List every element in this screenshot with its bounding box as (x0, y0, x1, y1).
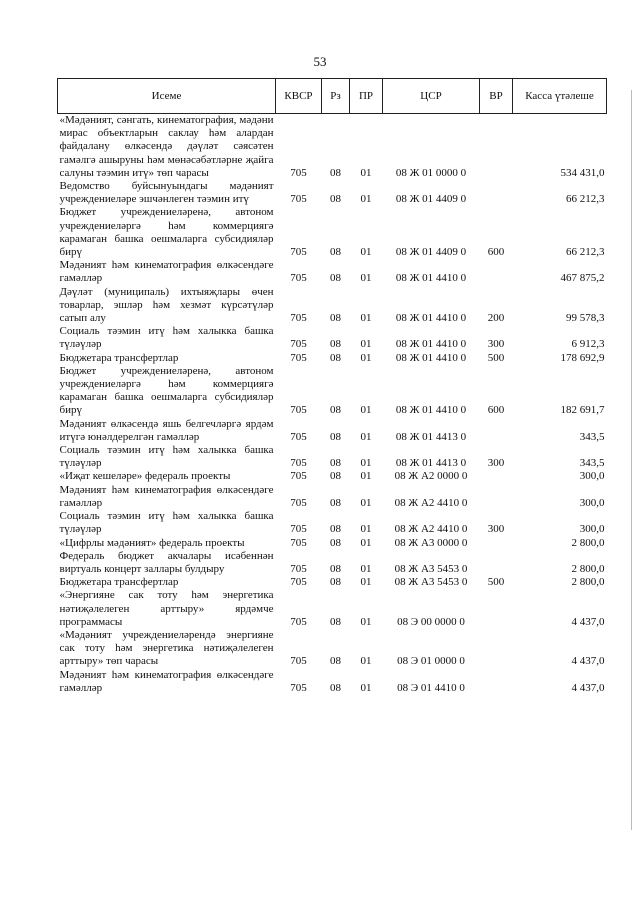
cell-rz: 08 (330, 430, 341, 443)
cell-name: Бюджет учреждениеләренә, автоном учреждениеләргә һәм коммерциягә карамаган башка оешмаларга субсидияләр бирү (59, 364, 274, 417)
cell-vr (480, 114, 513, 181)
cell-name: Мәдәният һәм кинематография өлкәсендәге гамәлләр (59, 259, 274, 285)
cell-pr: 01 (360, 430, 372, 443)
cell-name: Социаль тәэмин итү һәм халыкка башка түләүләр (59, 510, 274, 536)
cell-csr: 08 Ж 01 4410 0 (395, 338, 467, 351)
cell-amount: 343,5 (579, 457, 605, 470)
cell-amount: 300,0 (579, 496, 605, 509)
cell-amount: 66 212,3 (566, 193, 605, 206)
cell-kvsr: 705 (290, 312, 307, 325)
table-row (58, 365, 607, 418)
cell-amount: 2 800,0 (571, 562, 605, 575)
cell-csr: 08 Э 00 0000 0 (397, 615, 465, 628)
cell-csr: 08 Ж 01 4413 0 (395, 457, 467, 470)
cell-csr: 08 Ж А3 5453 0 (394, 562, 468, 575)
cell-pr: 01 (360, 681, 372, 694)
cell-kvsr: 705 (290, 615, 307, 628)
cell-rz: 08 (330, 312, 341, 325)
cell-pr: 01 (360, 404, 372, 417)
cell-pr: 01 (360, 312, 372, 325)
cell-rz: 08 (330, 523, 341, 536)
header-rz: Рз (322, 79, 350, 114)
cell-amount: 4 437,0 (571, 655, 605, 668)
table-row (58, 629, 607, 669)
cell-vr (480, 418, 513, 444)
cell-amount: 534 431,0 (560, 166, 605, 179)
cell-rz: 08 (330, 681, 341, 694)
cell-name: Социаль тәэмин итү һәм халыкка башка түләүләр (59, 325, 274, 351)
cell-vr: 300 (487, 338, 505, 351)
cell-kvsr: 705 (290, 457, 307, 470)
cell-name: Мәдәният һәм кинематография өлкәсендәге гамәлләр (59, 668, 274, 694)
cell-kvsr: 705 (290, 193, 307, 206)
cell-name: Мәдәният һәм кинематография өлкәсендәге гамәлләр (59, 483, 274, 509)
header-name: Исеме (58, 79, 276, 114)
cell-kvsr: 705 (290, 470, 307, 483)
table-row (58, 325, 607, 351)
table-row (58, 114, 607, 181)
header-cash: Касса үтәлеше (513, 79, 607, 114)
cell-kvsr: 705 (290, 536, 307, 549)
cell-csr: 08 Ж А3 0000 0 (394, 536, 468, 549)
cell-csr: 08 Э 01 0000 0 (397, 655, 465, 668)
cell-pr: 01 (360, 470, 372, 483)
cell-rz: 08 (330, 351, 341, 364)
cell-vr (480, 484, 513, 510)
table-row (58, 589, 607, 629)
cell-csr: 08 Э 01 4410 0 (397, 681, 465, 694)
table-row (58, 286, 607, 326)
cell-csr: 08 Ж 01 0000 0 (395, 166, 467, 179)
cell-vr (480, 669, 513, 695)
cell-vr (480, 470, 513, 483)
table-row (58, 352, 607, 365)
cell-pr: 01 (360, 496, 372, 509)
cell-name: Бюджет учреждениеләренә, автоном учреждениеләргә һәм коммерциягә карамаган башка оешмаларга субсидияләр бирү (59, 206, 274, 259)
cell-vr: 200 (487, 312, 505, 325)
cell-rz: 08 (330, 338, 341, 351)
cell-vr (480, 589, 513, 629)
cell-vr (480, 550, 513, 576)
table-row (58, 206, 607, 259)
cell-vr: 300 (487, 457, 505, 470)
cell-vr: 600 (487, 404, 505, 417)
cell-name: Бюджетара трансфертлар (59, 576, 179, 589)
cell-kvsr: 705 (290, 562, 307, 575)
header-csr: ЦСР (383, 79, 480, 114)
cell-name: Ведомство буйсынуындагы мәдәният учреждениеләре эшчәнлеген тәэмин итү (59, 180, 274, 206)
cell-amount: 300,0 (579, 470, 605, 483)
table-row (58, 470, 607, 483)
cell-kvsr: 705 (290, 655, 307, 668)
cell-csr: 08 Ж А2 4410 0 (394, 523, 468, 536)
table-row (58, 576, 607, 589)
cell-amount: 4 437,0 (571, 681, 605, 694)
cell-rz: 08 (330, 536, 341, 549)
cell-csr: 08 Ж А2 4410 0 (394, 496, 468, 509)
cell-csr: 08 Ж 01 4409 0 (395, 246, 467, 259)
cell-rz: 08 (330, 166, 341, 179)
cell-csr: 08 Ж 01 4413 0 (395, 430, 467, 443)
cell-name: «Мәдәният, сәнгать, кинематография, мәдәни мирас объектларын саклау һәм алардан файдалану өлкәсендә дәүләт сәясәтен гамәлгә ашыруны һәм мөнәсәбәтләрне җайга салуны тәэмин итү» төп чарасы (59, 114, 274, 179)
cell-pr: 01 (360, 536, 372, 549)
cell-vr: 600 (487, 246, 505, 259)
cell-amount: 182 691,7 (560, 404, 605, 417)
cell-amount: 66 212,3 (566, 246, 605, 259)
table-row (58, 259, 607, 285)
cell-kvsr: 705 (290, 351, 307, 364)
table-row (58, 484, 607, 510)
cell-kvsr: 705 (290, 430, 307, 443)
cell-pr: 01 (360, 457, 372, 470)
cell-kvsr: 705 (290, 523, 307, 536)
page-number: 53 (313, 54, 327, 69)
cell-pr: 01 (360, 166, 372, 179)
budget-table (57, 78, 607, 695)
cell-amount: 178 692,9 (560, 351, 605, 364)
cell-name: Бюджетара трансфертлар (59, 351, 179, 364)
cell-name: Мәдәният өлкәсендә яшь белгечләргә ярдәм итүгә юнәлдерелгән гамәлләр (59, 417, 274, 443)
cell-vr (480, 180, 513, 206)
table-row (58, 180, 607, 206)
cell-rz: 08 (330, 655, 341, 668)
cell-name: Социаль тәэмин итү һәм халыкка башка түләүләр (59, 444, 274, 470)
cell-csr: 08 Ж 01 4410 0 (395, 272, 467, 285)
table-row (58, 550, 607, 576)
cell-csr: 08 Ж А2 0000 0 (394, 470, 468, 483)
cell-vr (480, 259, 513, 285)
cell-name: Федераль бюджет акчалары исәбеннән виртуаль концерт заллары булдыру (59, 549, 274, 575)
cell-amount: 467 875,2 (560, 272, 605, 285)
cell-pr: 01 (360, 523, 372, 536)
cell-amount: 6 912,3 (571, 338, 605, 351)
table-row (58, 418, 607, 444)
cell-pr: 01 (360, 615, 372, 628)
cell-vr (480, 537, 513, 550)
cell-csr: 08 Ж 01 4410 0 (395, 404, 467, 417)
cell-name: «Мәдәният учреждениеләрендә энергияне сак тоту һәм энергетика нәтиҗәлелеген арттыру» төп чарасы (59, 628, 274, 668)
cell-rz: 08 (330, 272, 341, 285)
cell-name: «Цифрлы мәдәният» федераль проекты (59, 536, 245, 549)
scan-edge (631, 90, 632, 830)
cell-amount: 99 578,3 (566, 312, 605, 325)
cell-kvsr: 705 (290, 166, 307, 179)
cell-rz: 08 (330, 615, 341, 628)
cell-kvsr: 705 (290, 246, 307, 259)
table-body (58, 114, 607, 695)
cell-kvsr: 705 (290, 496, 307, 509)
cell-amount: 4 437,0 (571, 615, 605, 628)
table-row (58, 510, 607, 536)
cell-pr: 01 (360, 246, 372, 259)
cell-vr: 500 (487, 576, 505, 589)
cell-csr: 08 Ж 01 4409 0 (395, 193, 467, 206)
cell-name: Дәүләт (муниципаль) ихтыяҗлары өчен товарлар, эшләр һәм хезмәт күрсәтүләр сатып алу (59, 285, 274, 325)
cell-rz: 08 (330, 562, 341, 575)
cell-pr: 01 (360, 193, 372, 206)
cell-csr: 08 Ж А3 5453 0 (394, 576, 468, 589)
cell-kvsr: 705 (290, 272, 307, 285)
table-row (58, 537, 607, 550)
cell-pr: 01 (360, 655, 372, 668)
header-kvsr: КВСР (276, 79, 322, 114)
cell-csr: 08 Ж 01 4410 0 (395, 312, 467, 325)
cell-pr: 01 (360, 338, 372, 351)
cell-pr: 01 (360, 576, 372, 589)
cell-rz: 08 (330, 470, 341, 483)
cell-rz: 08 (330, 404, 341, 417)
table-row (58, 444, 607, 470)
cell-name: «Иҗат кешеләре» федераль проекты (59, 470, 231, 483)
cell-rz: 08 (330, 576, 341, 589)
cell-name: «Энергияне сак тоту һәм энергетика нәтиҗәлелеген арттыру» ярдәмче программасы (59, 589, 274, 628)
cell-pr: 01 (360, 272, 372, 285)
cell-vr: 300 (487, 523, 505, 536)
cell-vr (480, 629, 513, 669)
header-vr: ВР (480, 79, 513, 114)
table-header-row (58, 79, 607, 114)
cell-pr: 01 (360, 351, 372, 364)
cell-rz: 08 (330, 193, 341, 206)
header-pr: ПР (350, 79, 383, 114)
cell-vr: 500 (487, 351, 505, 364)
cell-kvsr: 705 (290, 338, 307, 351)
table-row (58, 669, 607, 695)
cell-kvsr: 705 (290, 681, 307, 694)
cell-amount: 2 800,0 (571, 576, 605, 589)
cell-amount: 343,5 (579, 430, 605, 443)
cell-amount: 2 800,0 (571, 536, 605, 549)
cell-rz: 08 (330, 246, 341, 259)
cell-rz: 08 (330, 496, 341, 509)
cell-kvsr: 705 (290, 404, 307, 417)
cell-amount: 300,0 (579, 523, 605, 536)
cell-kvsr: 705 (290, 576, 307, 589)
cell-pr: 01 (360, 562, 372, 575)
cell-rz: 08 (330, 457, 341, 470)
cell-csr: 08 Ж 01 4410 0 (395, 351, 467, 364)
